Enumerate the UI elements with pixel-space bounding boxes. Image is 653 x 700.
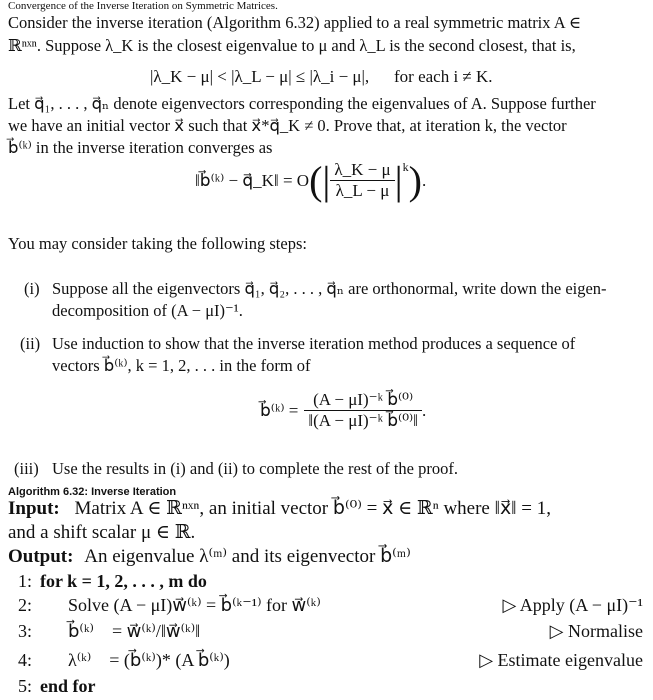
step-i-label: (i) [24, 279, 40, 298]
algo-line-number: 2: [18, 595, 33, 615]
right-paren: ) [408, 157, 422, 203]
inequality-condition: for each i ≠ K. [394, 67, 493, 86]
algo-line-code: λ⁽ᵏ⁾ = (b⃗⁽ᵏ⁾)* (A b⃗⁽ᵏ⁾) [68, 650, 230, 670]
output-label: Output: [8, 546, 74, 567]
period-2: . [421, 400, 427, 420]
convergence-fraction [330, 160, 394, 201]
step-ii-equation [260, 390, 426, 431]
convergence-denominator: λ_L − μ [335, 181, 390, 200]
algorithm-input [8, 497, 551, 520]
page-title: Convergence of the Inverse Iteration on Symmetric Matrices. [8, 0, 278, 12]
convergence-numerator: λ_K − μ [330, 160, 394, 181]
problem-line-5: b⃗⁽ᵏ⁾ in the inverse iteration converges as [8, 138, 273, 157]
algo-line-comment: ▷ Apply (A − μI)⁻¹ [502, 595, 643, 615]
problem-line-2: ℝⁿˣⁿ. Suppose λ_K is the closest eigenvalue to μ and λ_L is the second closest, that is, [8, 36, 576, 55]
algo-line-number: 3: [18, 621, 33, 641]
step-ii-lhs: b⃗⁽ᵏ⁾ = [260, 400, 299, 420]
problem-line-4: we have an initial vector x⃗ such that x⃗*q⃗_K ≠ 0. Prove that, at iteration k, the vector [8, 116, 567, 135]
convergence-exponent: k [402, 160, 409, 174]
step-i-line-2: decomposition of (A − μI)⁻¹. [52, 301, 243, 320]
problem-line-3: Let q⃗₁, . . . , q⃗ₙ denote eigenvectors corresponding the eigenvalues of A. Suppose further [8, 94, 596, 113]
step-ii-numerator: (A − μI)⁻ᵏ b⃗⁽⁰⁾ [304, 390, 422, 411]
input-label: Input: [8, 498, 60, 519]
algo-line-code: end for [40, 676, 96, 696]
algo-line-number: 5: [18, 676, 33, 696]
algo-line-comment: ▷ Normalise [549, 621, 643, 641]
step-ii-fraction [304, 390, 422, 431]
output-text: An eigenvalue λ⁽ᵐ⁾ and its eigenvector b⃗⁽ᵐ⁾ [84, 546, 411, 567]
convergence-equation [195, 157, 427, 203]
step-ii-denominator: ‖(A − μI)⁻ᵏ b⃗⁽⁰⁾‖ [308, 411, 418, 430]
period: . [421, 170, 427, 190]
algorithm-output [8, 545, 411, 568]
input-text: Matrix A ∈ ℝⁿˣⁿ, an initial vector b⃗⁽⁰⁾ = x⃗ ∈ ℝⁿ where ‖x⃗‖ = 1, [74, 498, 551, 519]
hint-text: You may consider taking the following steps: [8, 234, 307, 253]
problem-line-1: Consider the inverse iteration (Algorithm 6.32) applied to a real symmetric matrix A ∈ [8, 13, 582, 32]
algo-line-code: b⃗⁽ᵏ⁾ = w⃗⁽ᵏ⁾/‖w⃗⁽ᵏ⁾‖ [68, 621, 201, 641]
step-ii-line-1: Use induction to show that the inverse iteration method produces a sequence of [52, 334, 576, 353]
algorithm-caption: Algorithm 6.32: Inverse Iteration [8, 486, 177, 498]
algo-line-code: for k = 1, 2, . . . , m do [40, 571, 207, 591]
left-paren: (| [309, 157, 331, 203]
step-iii-label: (iii) [14, 459, 39, 478]
eigenvalue-inequality: |λ_K − μ| < |λ_L − μ| ≤ |λ_i − μ|, [150, 67, 370, 86]
algo-line-number: 1: [18, 571, 33, 591]
step-i-line-1: Suppose all the eigenvectors q⃗₁, q⃗₂, . . . , q⃗ₙ are orthonormal, write down the eigen- [52, 279, 607, 298]
algorithm-input-2: and a shift scalar μ ∈ ℝ. [8, 522, 196, 543]
convergence-lhs: ‖b⃗⁽ᵏ⁾ − q⃗_K‖ = O [195, 170, 310, 190]
algo-line-number: 4: [18, 650, 33, 670]
step-ii-line-2: vectors b⃗⁽ᵏ⁾, k = 1, 2, . . . in the form of [52, 356, 311, 375]
step-ii-label: (ii) [20, 334, 41, 353]
algo-line-comment: ▷ Estimate eigenvalue [479, 650, 643, 670]
right-abs: | [394, 157, 403, 203]
algo-line-code: Solve (A − μI)w⃗⁽ᵏ⁾ = b⃗⁽ᵏ⁻¹⁾ for w⃗⁽ᵏ⁾ [68, 595, 321, 615]
step-iii-line: Use the results in (i) and (ii) to complete the rest of the proof. [52, 459, 458, 478]
